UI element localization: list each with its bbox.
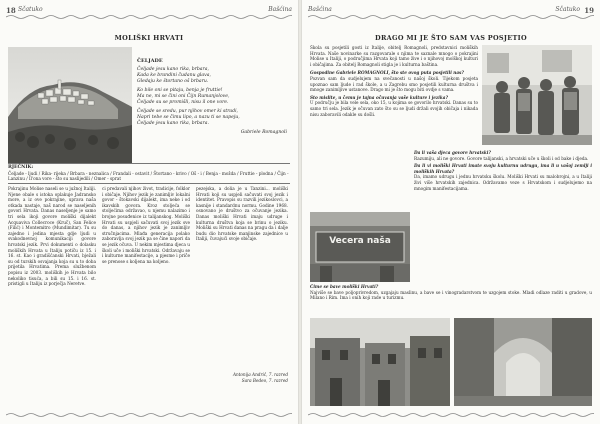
- interview-answer: Da, imamo udrugu i jednu hrvatsku školu. Moliški Hrvati su malobrojni, a u Italiji živi više hrvatskih zajednica. Održavamo veze s Hrvatskom i sudjelujemo na mnogim manifestacijama.: [414, 174, 592, 191]
- interview-question: Sto mislite, u čemu je tajna očuvanja vaše kulture i jezika?: [310, 94, 448, 100]
- poem-stanza: Čeljade se sredu, pur njihov omer ki stradi, Napri tebe se čimu lipo, a nazu ti se napeju, Čeljade jesu kano rika, brbara.: [137, 109, 240, 126]
- interview-answer: Najviše se bave poljoprivredom, uzgajaju maslinu, a bave se i vinogradarstvom te uzgojem stoke. Mladi odlaze raditi u gradove, u Milano i Rim. Ima i onih koji rade u turizmu.: [310, 289, 592, 301]
- column-text: Pokrajinu Molise naseli se u južnoj Italiji. Njene obale s istoka oplakuje Jadransko more, a iz ove pokrajine, uprava naša otkada nastaje, naš narod se naseljenih govori Hrvata. Danas naseljenje je samo tri sela ikoji govore moliški dijalekt Acquaviva Collecroce (Kruč), San Felice (Filić) i Montemitro (Mundimitar). Tu su zajedno i jedina mjesta gdje ljudi u svakodnevnoj komunikaciji govore hrvatski jezik. Prvi dokumenti o dolasku moliških Hrvata u Italiju potiču iz 15. i 16. st. Kao i gradišćanski Hrvati, bježali su od turskih osvajanja koja su u to doba prijetila Hrvatima. Prema službenom popisu iz 2003. moliških je Hrvata bilo nekoliko tisuća, a bili su 15. i 16. st. pristigli u Italiju iz porječja Neretve.: [8, 186, 96, 287]
- page-number: 19: [584, 6, 594, 15]
- town-street-photo: [310, 318, 450, 406]
- right-page: [302, 0, 600, 424]
- interview-question: Da li vaša djeca govore hrvatski?: [414, 150, 491, 155]
- text-column-3: [196, 186, 288, 366]
- article-credits: Antonija Andrić, 7. razred Sara Bedeo, 7. razred: [232, 372, 288, 383]
- glossary-text: Čeljade - ljudi / Rika- rijeka / Brbara - neznalica / Frandali - ostavit / Štortano - krivo / Oš - i / Benja - možda / Fruttie - plodna / Čijn - Lanzinu / Il'ona vore - što su naslijedili / Omer - sprat: [8, 170, 289, 182]
- interview-question: Čime se bave moliški Hrvati?: [310, 284, 379, 289]
- interview-question: Da li vi moliški Hrvati imate svoju kulturnu udrugu, ima li u vašoj zemlji i moliških Hrvata?: [414, 163, 592, 174]
- interview-answer: U području je bila vele sela, oko 15, u kojima se govorilo hrvatski. Danas su to samo tri sela. Jezik je očuvan zato što su se ljudi držali svojih običaja i nikada nisu zaboravili odakle su došli.: [310, 100, 478, 117]
- article-title: DRAGO MI JE ŠTO SAM VAS POSJETIO: [375, 34, 527, 42]
- sign-text: Vecera naša: [329, 236, 391, 246]
- poem-stanza: Ko bile oni se pitaju, benja je fruttie! Ma ne, mi se čini oni Čijn Rumanjolove, Čeljade su se promišli, nisu il one vore.: [137, 88, 230, 105]
- header-left-text: Sčatuko: [18, 6, 43, 13]
- poem-stanza: Čeljade jesu kano rika, brbara, Kada ke brandini čudanu glava, Gledaju ke štortano oš brbaru.: [137, 67, 211, 84]
- hill-town-photo: [8, 47, 132, 163]
- visitors-group-photo: [482, 45, 592, 145]
- poem-title: ČELJADE: [137, 58, 163, 64]
- decorative-wave-border: [308, 412, 594, 418]
- decorative-wave-border: [6, 412, 292, 418]
- header-right-text: Bašćina: [268, 6, 292, 13]
- text-column-1: [8, 186, 96, 406]
- restaurant-sign-photo: [310, 212, 410, 282]
- text-column-2: [102, 186, 190, 406]
- decorative-wave-border: [6, 14, 292, 20]
- interview-question: Gospodine Gabriele ROMAGNOLI, što ste ovog puta posjetili nas?: [310, 70, 464, 76]
- header-left-text: Bašćina: [308, 6, 332, 13]
- page-number: 18: [6, 6, 16, 15]
- divider: [8, 183, 290, 184]
- column-text: pezejska, a dolia je u Tanzini... moliški Hrvati koji su uspjeli sačuvati svoj jezik i identitet. Pravopis su razvili jezikoslovci, a kasnije i standardnu normu. Godine 1968. osnovano je društvo za očuvanje jezika. Danas moliški Hrvati imaju udruge i kulturna društva koja se brinu o jeziku. Moliški su Hrvati danas na pragu da i dalje budu dio hrvatske manjinske zajednice u Italiji, čuvajući svoje običaje.: [196, 186, 288, 242]
- decorative-wave-border: [308, 14, 594, 20]
- intro-text: Škola su posjetili gosti iz Italije, obitelj Romagnoli, predstavnici moliških Hrvata. Naše novinarke su razgovarale s njima te saznale mnogo o pokrajini Molise u Italiji, o područjima Hrvata koji tamo žive i o njihovoj molškoj kulturi i običajima. Za obitelj Romagnoli stigla je i kulturna baština.: [310, 45, 478, 67]
- left-page: [0, 0, 298, 424]
- article-title: MOLIŠKI HRVATI: [114, 34, 184, 42]
- divider: [8, 163, 290, 164]
- interview-answer: Pozvan sam da sudjelujem na svečanosti u našoj školi. Tijekom posjeta upoznao sam ljude i rad škole, a u Zagrebu smo posjetili kulturna društva i mnoge zanimljive ustanove. Drago mi je što mogu biti ovdje s vama.: [310, 75, 478, 93]
- column-text: ci predavali njihov život, tradicije, folklor i običaje. Njihov jezik je zanimljiv lokalni govor - štokavski dijalekt, ima neke i od ikavskih govora. Kroz stoljeća se stoljećima održavao, u njemu nalazimo i brojne posuđenice iz talijanskog. Moliški Hrvati su uspjeli sačuvati svoj jezik sve do danas, a njihov jezik je zanimljiv stručnjacima. Mlađa generacija polako zaboravlja svoj jezik pa se čine napori da se jezik očuva. U nekim mjestima djeca u školi uče i moliški hrvatski. Održavaju se i kulturne manifestacije, a pjesme i priče se prenose s koljena na koljeno.: [102, 186, 190, 264]
- poem-signature: Gabriele Romagnoli: [240, 130, 287, 135]
- glossary: [8, 165, 290, 182]
- interview-bottom-block: [310, 284, 592, 314]
- alley-arch-photo: [454, 318, 592, 406]
- glossary-heading: RJEČNIK:: [8, 165, 34, 170]
- header-right-text: Sčatuko: [555, 6, 580, 13]
- interview-answer: Razumiju, ali ne govore. Govore talijanski, a hrvatski uče u školi i od bake i djeda.: [414, 155, 589, 161]
- poem: [137, 58, 287, 136]
- interview-middle-block: [414, 150, 592, 280]
